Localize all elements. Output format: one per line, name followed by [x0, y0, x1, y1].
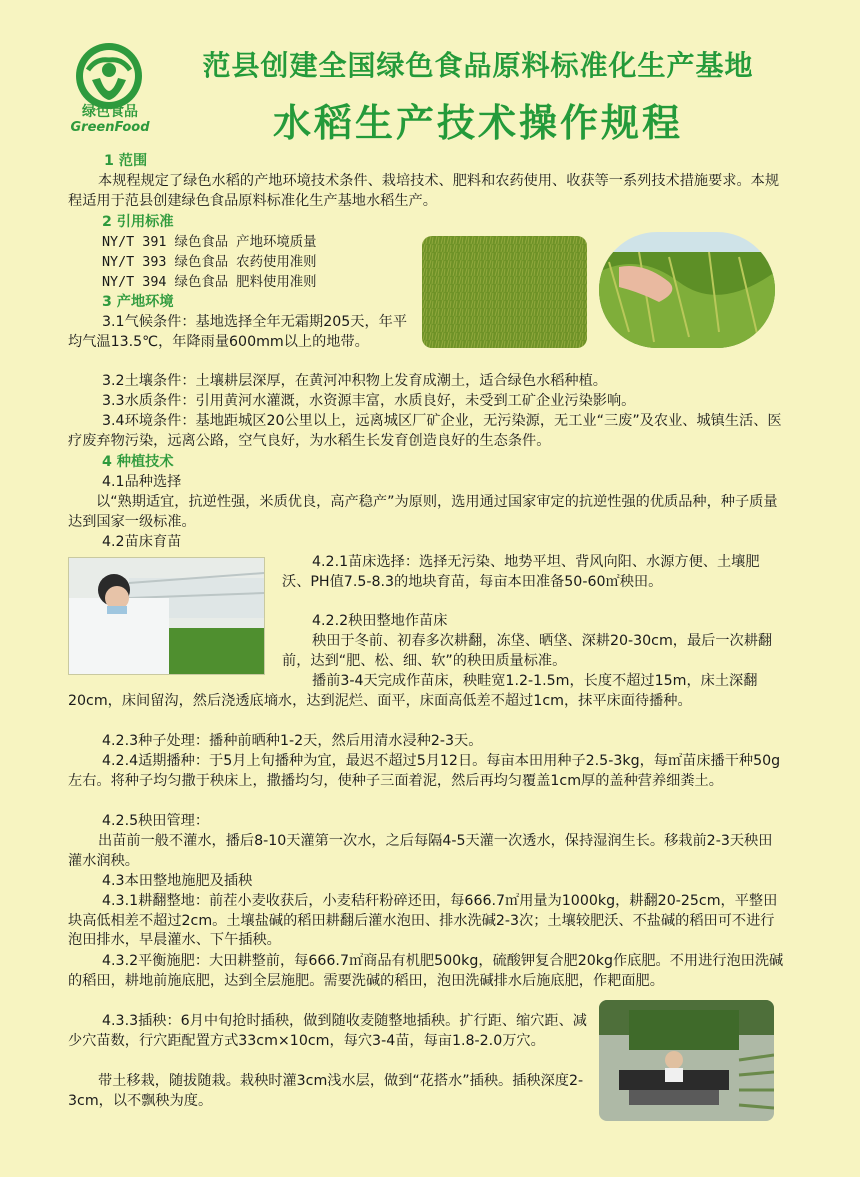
rice-hand-photo: [599, 232, 775, 348]
section-4-3-1: 4.3.1耕翻整地：前茬小麦收获后，小麦秸秆粉碎还田，每666.7㎡用量为1000kg，耕翻20-25cm，平整田块高低相差不超过2cm。土壤盐碱的稻田耕翻后灌水泡田、排水洗碱2-3次；土壤较肥沃、不盐碱的稻田可不进行泡田排水，早晨灌水、下午插秧。: [68, 893, 778, 949]
logo-text: [64, 104, 156, 136]
section-1-heading: 1 范围: [104, 153, 148, 169]
section-4-heading: 4 种植技术: [102, 454, 174, 470]
section-3-2: 3.2土壤条件：土壤耕层深厚，在黄河冲积物上发育成潮土，适合绿色水稻种植。: [102, 373, 607, 389]
section-4-3-2: 4.3.2平衡施肥：大田耕整前，每666.7㎡商品有机肥500kg，硫酸钾复合肥20kg作底肥。不用进行泡田洗碱的稻田，耕地前施底肥，达到全层施肥。需要洗碱的稻田，泡田洗碱排水后施底肥，作耙面肥。: [68, 953, 784, 989]
transplanter-photo: [599, 1000, 774, 1121]
seedling-greenhouse-photo: [68, 557, 265, 675]
section-4-2-2-heading: 4.2.2秧田整地作苗床: [312, 613, 448, 629]
section-3-1: 3.1气候条件：基地选择全年无霜期205天，年平均气温13.5℃，年降雨量600mm以上的地带。: [68, 314, 408, 350]
ref-item: NY/T 393 绿色食品 农药使用准则: [102, 255, 317, 270]
section-4-2-2-b: 播前3-4天完成作苗床，秧畦宽1.2-1.5m，长度不超过15m，床土深翻20cm，床间留沟，然后浇透底墒水，达到泥烂、面平，床面高低差不超过1cm，抹平床面待播种。: [68, 673, 758, 709]
section-4-3-heading: 4.3本田整地施肥及插秧: [102, 873, 253, 889]
section-3-4: 3.4环境条件：基地距城区20公里以上，远离城区厂矿企业，无污染源，无工业“三废”及农业、城镇生活、医疗废弃物污染，远离公路，空气良好，为水稻生长发育创造良好的生态条件。: [68, 413, 782, 449]
section-4-2-2-a: 秧田于冬前、初春多次耕翻，冻垡、晒垡、深耕20-30cm，最后一次耕翻前，达到“肥、松、细、软”的秧田质量标准。: [282, 633, 773, 669]
section-4-2-5-body: 出苗前一般不灌水，播后8-10天灌第一次水，之后每隔4-5天灌一次透水，保持湿润生长。移栽前2-3天秧田灌水润秧。: [68, 833, 773, 869]
logo-en: GreenFood: [70, 120, 150, 135]
section-4-2-3: 4.2.3种子处理：播种前晒种1-2天，然后用清水浸种2-3天。: [102, 733, 483, 749]
section-4-2-heading: 4.2苗床育苗: [102, 534, 182, 550]
title-line-1: 范县创建全国绿色食品原料标准化生产基地: [202, 49, 754, 82]
ref-item: NY/T 394 绿色食品 肥料使用准则: [102, 275, 317, 290]
logo-cn: 绿色食品: [82, 104, 138, 120]
rice-field-photo: [422, 236, 587, 348]
section-2-heading: 2 引用标准: [102, 214, 174, 230]
section-4-3-3-b: 带土移栽，随拔随栽。栽秧时灌3cm浅水层，做到“花搭水”插秧。插秧深度2-3cm，以不飘秧为度。: [68, 1073, 584, 1109]
section-4-2-4: 4.2.4适期播种：于5月上旬播种为宜，最迟不超过5月12日。每亩本田用种子2.5-3kg，每㎡苗床播干种50g左右。将种子均匀撒于秧床上，撒播均匀，使种子三面着泥，然后再均匀覆盖1cm厚的盖种营养细粪土。: [68, 753, 781, 789]
section-3-heading: 3 产地环境: [102, 294, 174, 310]
section-4-3-3: 4.3.3插秧：6月中旬抢时插秧，做到随收麦随整地插秧。扩行距、缩穴距、减少穴苗数，行穴距配置方式33cm×10cm，每穴3-4苗，每亩1.8-2.0万穴。: [68, 1013, 587, 1049]
section-4-1-body: 以“熟期适宜，抗逆性强，米质优良，高产稳产”为原则，选用通过国家审定的抗逆性强的优质品种，种子质量达到国家一级标准。: [68, 494, 778, 530]
section-4-2-1: 4.2.1苗床选择：选择无污染、地势平坦、背风向阳、水源方便、土壤肥沃、PH值7.5-8.3的地块育苗，每亩本田准备50-60㎡秧田。: [282, 554, 760, 590]
section-4-2-5-heading: 4.2.5秧田管理：: [102, 813, 210, 829]
section-1-body: 本规程规定了绿色水稻的产地环境技术条件、栽培技术、肥料和农药使用、收获等一系列技术措施要求。本规程适用于范县创建绿色食品原料标准化生产基地水稻生产。: [68, 173, 780, 209]
section-3-3: 3.3水质条件：引用黄河水灌溉，水资源丰富，水质良好，未受到工矿企业污染影响。: [102, 393, 636, 409]
ref-item: NY/T 391 绿色食品 产地环境质量: [102, 235, 317, 250]
section-4-1-heading: 4.1品种选择: [102, 474, 182, 490]
title-line-2: 水稻生产技术操作规程: [272, 101, 683, 145]
